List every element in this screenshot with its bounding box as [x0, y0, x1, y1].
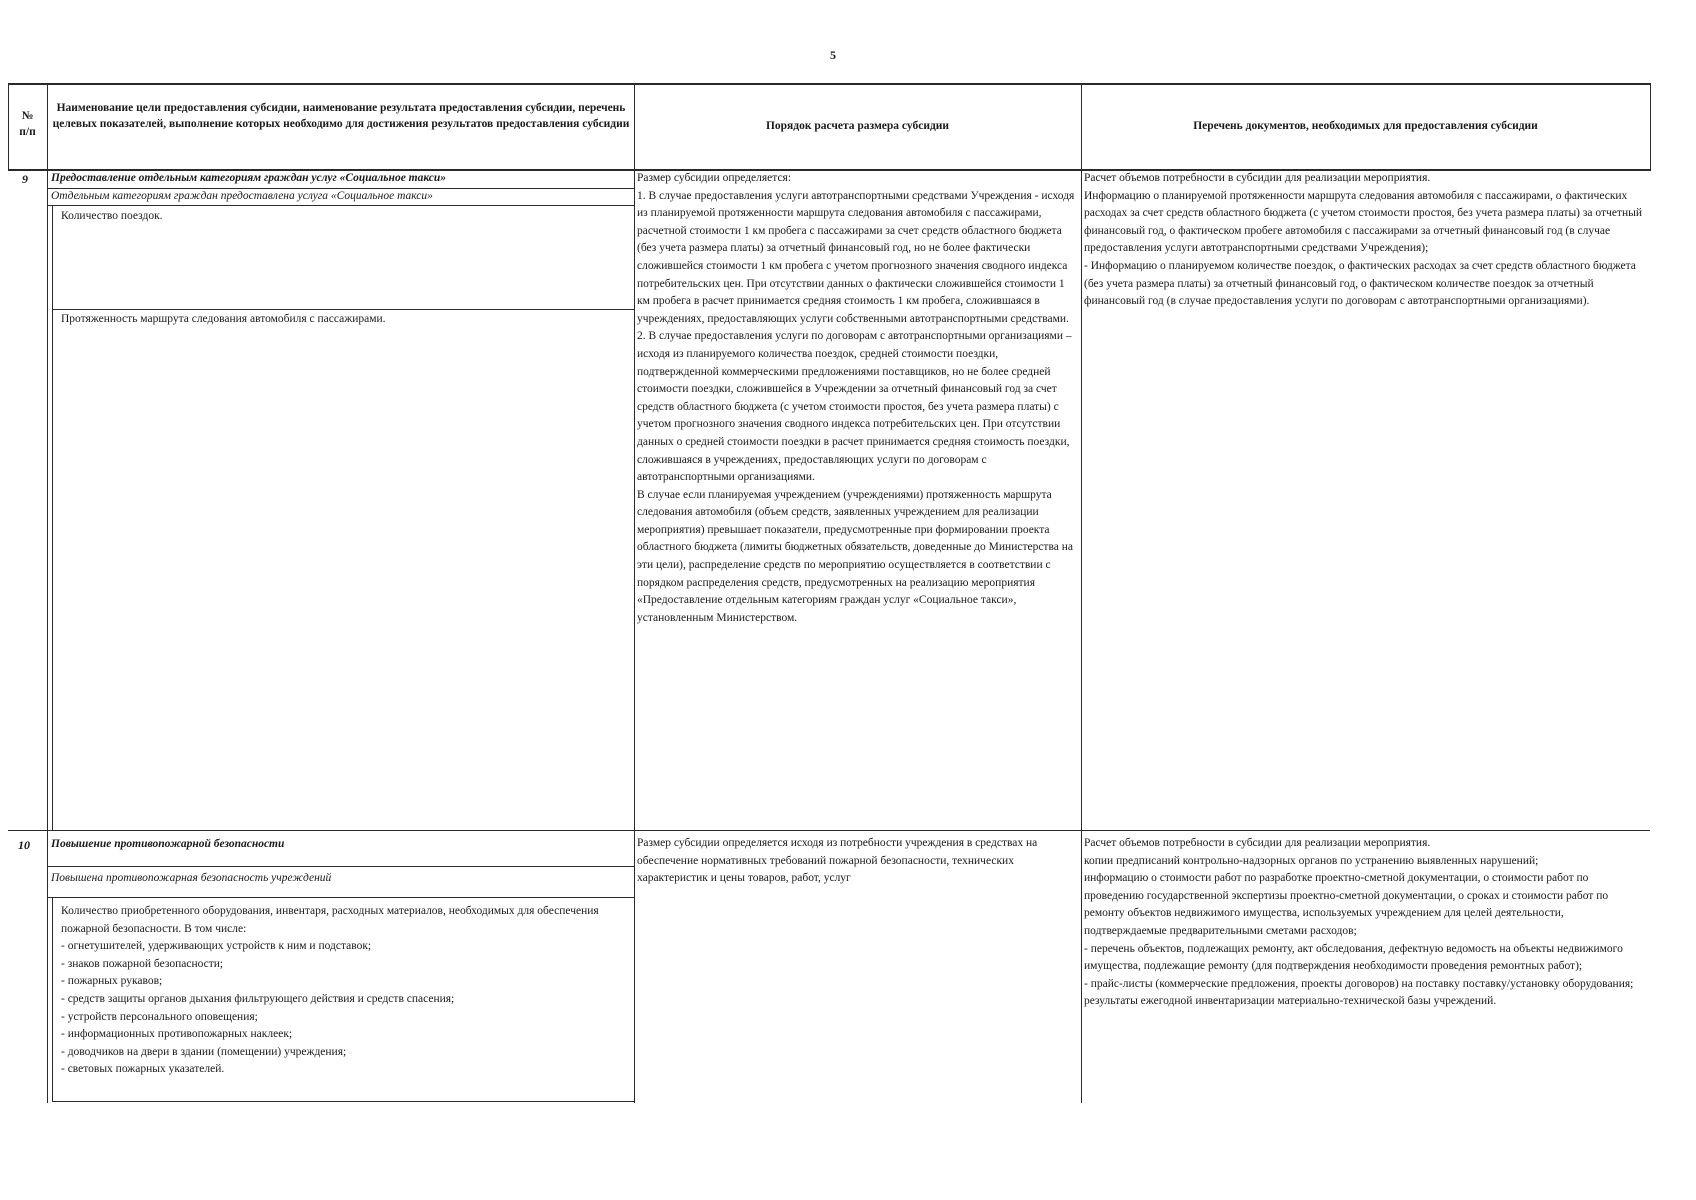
col-border-goal	[634, 83, 635, 1103]
row-indicator: Количество поездок.	[61, 210, 163, 222]
header-goal: Наименование цели предоставления субсидии, наименование результата предоставления субсидии, перечень целевых показателей, выполнение которых необходимо для достижения результатов предоставления субсидии	[52, 102, 630, 130]
header-calc: Порядок расчета размера субсидии	[765, 120, 950, 132]
row9-indicator-left	[52, 205, 53, 830]
row-number: 10	[18, 838, 30, 852]
col-border-num	[47, 83, 48, 1103]
row10-indicator-left	[52, 897, 53, 1101]
header-num: № п/п	[19, 110, 36, 138]
row-indicator: Протяженность маршрута следования автомобиля с пассажирами.	[61, 313, 386, 325]
page-number: 5	[830, 48, 836, 62]
row-number: 9	[22, 172, 28, 186]
row-result: Повышена противопожарная безопасность учреждений	[51, 872, 332, 884]
row-goal: Предоставление отдельным категориям граждан услуг «Социальное такси»	[51, 172, 447, 184]
row9-indicator-divider	[52, 309, 634, 310]
col-border-right	[1650, 83, 1651, 171]
row-indicator: Количество приобретенного оборудования, инвентаря, расходных материалов, необходимых для обеспечения пожарной безопасности. В том числе: - огнетушителей, удерживающих устройств к ним и подставок; - знаков пожарной безопасности; - пожарных рукавов; - средств защиты органов дыхания фильтрующего действия и средств спасения; - устройств персонального оповещения; - информационных противопожарных наклеек; - доводчиков на двери в здании (помещении) учреждения; - световых пожарных указателей.	[61, 905, 599, 1076]
row9-result-divider	[47, 205, 634, 206]
table-top-border	[8, 83, 1650, 85]
row10-top-border	[8, 830, 1650, 831]
row10-result-divider	[47, 897, 634, 898]
row-docs: Расчет объемов потребности в субсидии для реализации мероприятия. Информацию о планируемой протяженности маршрута следования автомобиля с пассажирами, о фактических расходах за счет средств областного бюджета (с учетом стоимости простоя, без учета размера платы) за отчетный финансовый год, о фактическом пробеге автомобиля с пассажирами за отчетный финансовый год (в случае предоставления услуги автотранспортными средствами Учреждения); - Информацию о планируемом количестве поездок, о фактических расходах за счет средств областного бюджета (без учета размера платы) за отчетный финансовый год, о фактическом количестве поездок за отчетный финансовый год (в случае предоставления услуги по договорам с автотранспортными организациями).	[1084, 172, 1642, 308]
row-goal: Повышение противопожарной безопасности	[51, 838, 285, 850]
col-border-calc	[1081, 83, 1082, 1103]
row-calc: Размер субсидии определяется: 1. В случае предоставления услуги автотранспортными средствами Учреждения - исходя из планируемой протяженности маршрута следования автомобиля с пассажирами, расчетной стоимости 1 км пробега с пассажирами за счет средств областного бюджета (без учета размера платы) за отчетный финансовый год, но не более фактически сложившейся стоимости 1 км пробега с учетом прогнозного значения сводного индекса потребительских цен. При отсутствии данных о фактически сложившейся стоимости 1 км пробега в расчет принимается средняя стоимость 1 км пробега, сложившаяся в учреждениях, предоставляющих услуги собственными автотранспортными средствами. 2. В случае предоставления услуги по договорам с автотранспортными организациями – исходя из планируемого количества поездок, средней стоимости поездки, подтвержденной коммерческими предложениями поставщиков, но не более средней стоимости поездки, сложившейся в Учреждении за отчетный финансовый год за счет средств областного бюджета (с учетом стоимости простоя, без учета размера платы) с учетом прогнозного значения сводного индекса потребительских цен. При отсутствии данных о средней стоимости поездки в расчет принимается средняя стоимость поездки, сложившаяся в учреждениях, предоставляющих услуги по договорам с автотранспортными организациями. В случае если планируемая учреждением (учреждениями) протяженность маршрута следования автомобиля (объем средств, заявленных учреждением для реализации мероприятия) превышает показатели, предусмотренные при формировании проекта областного бюджета (лимиты бюджетных обязательств, доведенные до Министерства на эти цели), распределение средств по мероприятию осуществляется в соответствии с порядком распределения средств, предусмотренных на реализацию мероприятия «Предоставление отдельным категориям граждан услуг «Социальное такси», установленным Министерством.	[637, 172, 1075, 624]
row-result: Отдельным категориям граждан предоставлена услуга «Социальное такси»	[51, 190, 433, 202]
row10-indicator-bottom	[52, 1101, 634, 1102]
header-docs: Перечень документов, необходимых для предоставления субсидии	[1193, 120, 1538, 132]
row9-goal-divider	[47, 188, 634, 189]
row10-goal-divider	[47, 866, 634, 867]
row-calc: Размер субсидии определяется исходя из потребности учреждения в средствах на обеспечение нормативных требований пожарной безопасности, технических характеристик и цены товаров, работ, услуг	[637, 837, 1038, 885]
row-docs: Расчет объемов потребности в субсидии для реализации мероприятия. копии предписаний контрольно-надзорных органов по устранению выявленных нарушений; информацию о стоимости работ по разработке проектно-сметной документации, о стоимости работ по проведению государственной экспертизы проектно-сметной документации, о сроках и стоимости работ по ремонту объектов недвижимого имущества, используемых учреждением для целей деятельности, подтверждаемые предварительными сметами расходов; - перечень объектов, подлежащих ремонту, акт обследования, дефектную ведомость на объекты недвижимого имущества, подлежащие ремонту (для подтверждения необходимости проведения ремонтных работ); - прайс-листы (коммерческие предложения, проекты договоров) на поставку поставку/установку оборудования; результаты ежегодной инвентаризации материально-технической базы учреждений.	[1084, 837, 1634, 1008]
